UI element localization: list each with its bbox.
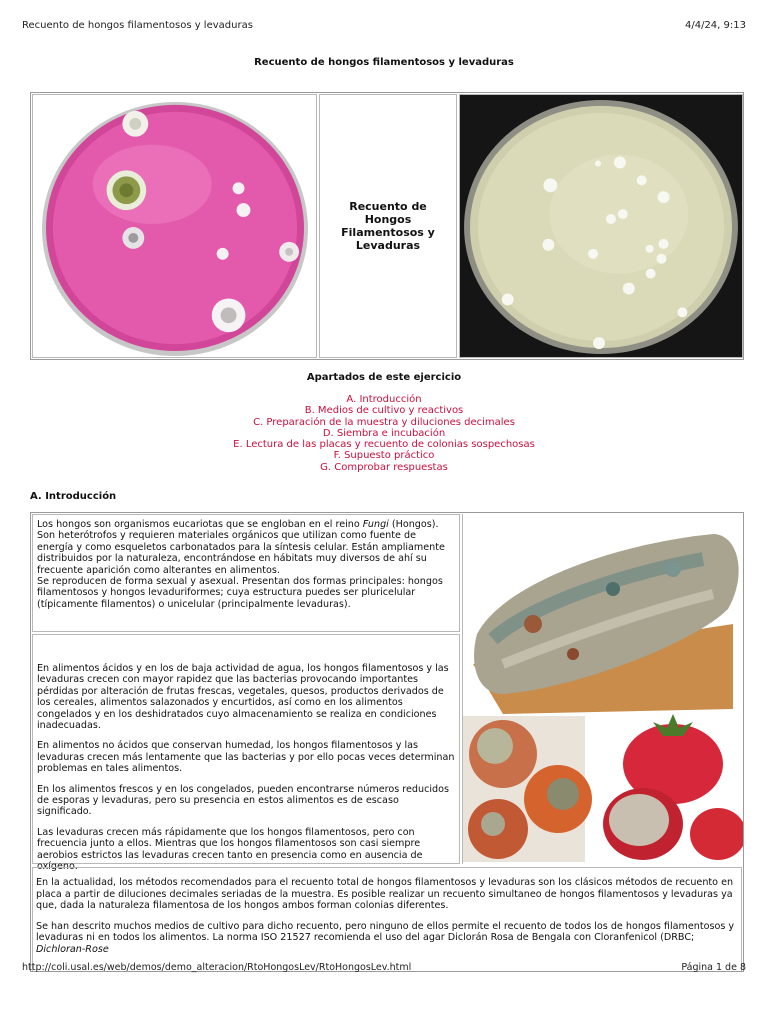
intro-row-3 [32, 867, 742, 972]
intro-row-1 [32, 514, 460, 632]
toc-link-supuesto[interactable]: F. Supuesto práctico [333, 450, 435, 462]
text-run: (Hongos). [388, 519, 439, 530]
intro-paragraph [36, 921, 738, 956]
intro-paragraph: Son heterótrofos y requieren materiales orgánicos que utilizan como fuente de energía y como esqueletos carbonatados para la síntesis celular. Están ampliamente distribuidos por la naturaleza, encontrándose en hábitats muy diversos de ahí su frecuente aparición como alterantes en alimentos. [37, 530, 445, 576]
pink-plate-illustration [33, 95, 316, 357]
page-number: Página 1 de 8 [681, 962, 746, 973]
text-run: Los hongos son organismos eucariotas que se engloban en el reino [37, 519, 363, 530]
intro-paragraph [37, 519, 455, 530]
print-header [22, 20, 746, 31]
print-header-title: Recuento de hongos filamentosos y levaduras [22, 20, 253, 31]
page-title: Recuento de hongos filamentosos y levaduras [254, 57, 514, 68]
hero-table [30, 92, 744, 360]
dichloran-rose-term: Dichloran-Rose [36, 943, 109, 955]
print-header-datetime: 4/4/24, 9:13 [684, 20, 746, 31]
intro-text-column [32, 514, 460, 873]
moldy-food-illustration [463, 514, 744, 864]
toc-link-introduccion[interactable]: A. Introducción [346, 394, 422, 405]
intro-table [30, 512, 744, 972]
toc-link-preparacion[interactable]: C. Preparación de la muestra y diluciones decimales [253, 416, 515, 428]
intro-row-2 [32, 634, 460, 873]
moldy-food-images [462, 514, 744, 864]
hero-heading-cell [319, 94, 457, 358]
intro-paragraph: En alimentos ácidos y en los de baja actividad de agua, los hongos filamentosos y las levaduras crecen con mayor rapidez que las bacterias provocando importantes pérdidas por alteración de frutas frescas, vegetales, quesos, productos derivados de los cereales, alimentos salazonados y encurtidos, así como en los alimentos congelados y en los deshidratados cuyo almacenamiento se realiza en condiciones inadecuadas. [37, 663, 449, 732]
text-run: Se han descrito muchos medios de cultivo para dicho recuento, pero ninguno de ellos permite el recuento de todos los de hongos filamentosos y levaduras ni en todos los alimentos. La norma ISO 21527 recomienda el uso del agar Diclorán Rosa de Bengala con Cloranfenicol (DRBC; [36, 920, 735, 943]
intro-paragraph: Se reproducen de forma sexual y asexual. Presentan dos formas principales: hongos filamentosos y hongos levaduriformes; cuya estructura puedes ser pluricelular (típicamente filamentos) o unicelular (principalmente levaduras). [37, 576, 443, 610]
section-a-heading: A. Introducción [30, 491, 117, 502]
hero-heading: Recuento de Hongos Filamentosos y Levaduras [341, 200, 435, 252]
intro-paragraph: En la actualidad, los métodos recomendados para el recuento total de hongos filamentosos y levaduras son los clásicos métodos de recuento en placa a partir de diluciones decimales seriadas de la muestra. Es posible realizar un recuento simultaneo de hongos filamentosos y levaduras ya que, dada la naturaleza filamentosa de los hongos ambos forman colonias diferentes. [36, 877, 734, 911]
toc-link-siembra[interactable]: D. Siembra e incubación [322, 427, 446, 439]
sections-title: Apartados de este ejercicio [306, 372, 462, 383]
cream-plate-illustration [460, 95, 742, 357]
toc-link-lectura[interactable]: E. Lectura de las placas y recuento de colonias sospechosas [233, 439, 535, 451]
print-footer [22, 962, 746, 973]
fungi-term: Fungi [362, 519, 389, 530]
intro-paragraph: En los alimentos frescos y en los congelados, pueden encontrarse números reducidos de esporas y levaduras, pero su presencia en estos alimentos es de escaso significado. [37, 783, 450, 818]
intro-paragraph: En alimentos no ácidos que conservan humedad, los hongos filamentosos y las levaduras crecen más lentamente que las bacterias y por ello pocas veces determinan problemas en tales alimentos. [37, 740, 455, 775]
intro-paragraph: Las levaduras crecen más rápidamente que los hongos filamentosos, pero con frecuencia junto a ellos. Mientras que los hongos filamentosos son casi siempre aerobios estrictos las levaduras crecen tanto en presencia como en ausencia de oxígeno. [37, 826, 423, 873]
table-of-contents [0, 394, 768, 473]
toc-link-respuestas[interactable]: G. Comprobar respuestas [320, 461, 448, 473]
page-url: http://coli.usal.es/web/demos/demo_alteracion/RtoHongosLev/RtoHongosLev.html [22, 962, 412, 973]
spacer [37, 639, 455, 663]
pink-agar-plate-image [32, 94, 317, 358]
toc-link-medios[interactable]: B. Medios de cultivo y reactivos [304, 405, 464, 417]
cream-agar-plate-image [459, 94, 743, 358]
